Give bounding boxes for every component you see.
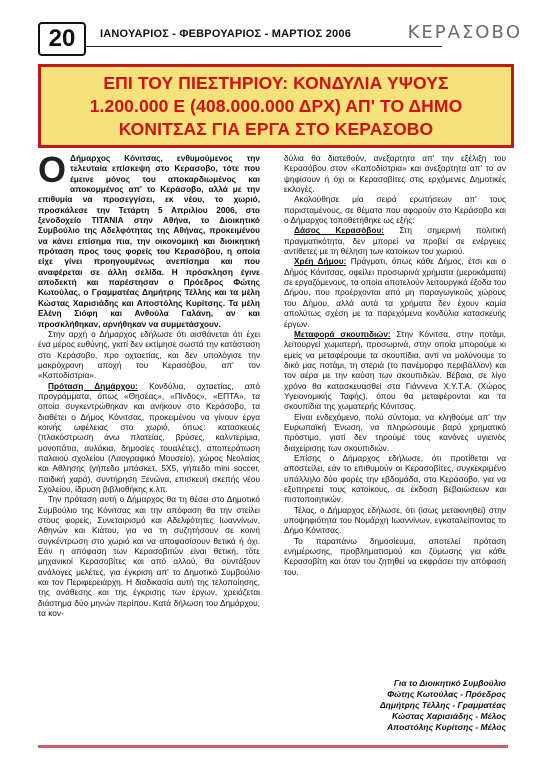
headline-line-1: ΕΠΙ ΤΟΥ ΠΙΕΣΤΗΡΙΟΥ: ΚΟΝΔΥΛΙΑ ΥΨΟΥΣ <box>103 72 449 93</box>
issue-date: ΙΑΝΟΥΑΡΙΟΣ - ΦΕΒΡΟΥΑΡΙΟΣ - ΜΑΡΤΙΟΣ 2006 <box>100 28 352 40</box>
headline-line-3: ΚΟΝΙΤΣΑΣ ΓΙΑ ΕΡΓΑ ΣΤΟ ΚΕΡΑΣΟΒΟ <box>118 118 434 139</box>
section-name: ΚΕΡΑΣΟΒΟ <box>407 22 522 43</box>
paragraph <box>284 225 506 256</box>
signature-line: Φώτης Κωτούλας - Πρόεδρος <box>387 689 506 699</box>
signature-line: Αποστόλης Κυρίτσης - Μέλος <box>386 722 506 732</box>
paragraph <box>38 381 260 495</box>
headline-box <box>38 64 514 148</box>
paragraph: Τέλος, ο Δήμαρχος εδήλωσε, ότι (ίσως μετακινηθεί) στην υποψηφιότητα του Νομάρχη Ιωαννίνων, εγκαταλείποντας το Δήμο Κόνιτσας. <box>284 504 506 536</box>
signature-line: Κώστας Χαρισιάδης - Μέλος <box>392 711 506 721</box>
paragraph <box>284 256 506 328</box>
article-column-left <box>38 149 260 619</box>
signature-line: Δημήτρης Τέλλης - Γραμματέας <box>379 700 506 710</box>
paragraph: Επίσης ο Δήμαρχος εδήλωσε, ότι προτίθεται να αποστείλει, εάν το επιθυμούν οι Κερασοβίτες, συγκεκριμένο υπάλληλο δύο φορές την εβδομάδα, στο Κεράσοβο, για να εξυπηρετεί τους κατοίκους, σε έκδοση βεβαιώσεων και πιστοποιητικών. <box>284 452 506 505</box>
run-in-heading: Δάσος Κερασόβου: <box>294 225 385 236</box>
run-in-heading: Μεταφορά σκουπιδιών: <box>294 328 391 339</box>
paragraph: Στην αρχή ο Δήμαρχος εδήλωσε ότι αισθάνεται ότι έχει ένα μέρος ευθύνης, γιατί δεν εκτίμησε σωστά την κατάσταση στο Κεράσοβο, προ οχταετίας, και δεν υπολόγισε την μακρόχρονη αποχή του Κερασόβου, απ' τον «Καποδίστρια». <box>38 328 260 381</box>
run-in-heading: Πρόταση Δημάρχου: <box>48 380 138 391</box>
bottom-rule <box>38 745 508 748</box>
paragraph: Είναι ενδεχόμενο, πολύ σύντομα, να κληθούμε απ' την Ευρωπαϊκή Ένωση, να πληρώσουμε βαρύ χρηματικό πρόστιμο, γιατί δεν τηρούμε τους κανόνες υγιεινός διαχείρισης των σκουπιδιών. <box>284 411 506 453</box>
signature-block <box>284 678 506 733</box>
paragraph <box>284 329 506 412</box>
header-rule <box>86 46 442 47</box>
paragraph: δύλια θα διατεθούν, ανεξαρτητα απ' την εξέλιξη του Κερασόβου στον «Καποδίστρια» και ανεξαρτητα απ' το αν ψηφίσουν ή όχι οι Κερασοβίτες στις ερχόμενες Δημοτικές εκλογές. <box>284 153 506 195</box>
paragraph-text: Στη σημερινή πολιτική πραγματικότητα, δεν μπορεί να προβεί σε ενέργειες αντίθετες με τη θέληση των κατοίκων του χωριού. <box>284 225 506 257</box>
page-header <box>38 22 522 56</box>
drop-cap: Ο <box>38 149 67 190</box>
paragraph: Το παραπάνω δημοσίευμα, αποτελεί πρόταση ενημέρωσης, προβληματισμού και ζύμωσης για κάθε Κερασοβίτη και όταν του ζητηθεί να εκφράσει την απόφασή του. <box>284 535 506 577</box>
paragraph-text: Στην Κόνιτσα, στην ποτάμι, λειτουργεί χωματερή, προσωρινά, στην οποία μπορούμε κι εμείς να μεταφέρουμε τα σκουπίδια, αντί να μολύνουμε το δικό μας ποτάμι, τη στεριά (το πανέμορφο περιβάλλον) και τον αέρα με την καύση των σκουπιδιών. Βέβαια, σε λίγο χρόνο θα κατασκευασθεί στα Γιάννενα Χ.Υ.Τ.Α. (Χώρος Υγειονομικής Ταφής), όπου θα μεταφέρονται και τα σκουπίδια της χωματερής Κόνιτσας. <box>284 328 506 412</box>
paragraph-text: Κονδύλια, οχταετίας, από προγράμματα, όπως «Θησέας», «Πίνδος», «ΕΠΤΑ», τα οποία συγκεντρώθηκαν και ανήκουν στο Κεράσοβο, τα διαθέτει ο Δήμος Κόνιτσας, προκειμένου να γίνουν έργα κοινής ωφέλειας στο χωριό, όπως: κατασκευές (πλακόστρωση άνω πλατείας, βρύσες, καλντερίμια, μονοπάτια, αυλάκια, δημοσίες τουαλέτες), αποπεράτωση παλαιού σχολείου (Λαογραφικό Μουσείο), χώρος Νεολαίας και Αθλησης (γήπεδο μπάσκετ, 5Χ5, γήπεδο mini soccer, παιδική χαρά), συντήρηση Ξενώνα, επισκευή σκεπής νέου Σχολείου, ίδρυση βιβλιοθήκης κ.λπ. <box>38 380 260 494</box>
signature-line: Για το Διοικητικό Συμβούλιο <box>393 678 506 688</box>
paragraph: Ακολούθησε μία σειρά ερωτήσεων απ' τους παρισταμένους, σε θέματα που αφορούν στο Κεράσοβο και ο Δήμαρχος τοποθετήθηκε ως εξής: <box>284 194 506 226</box>
paragraph-text: Πράγματι, όπως κάθε Δήμος, έτσι και ο Δήμος Κόνιτσας, οφείλει προσωρινά χρήματα (μεροκάματα) σε εργαζόμενους, τα οποία αποτελούν λειτουργικά έξοδα του Δήμου, που προέρχονται από μη παραγωγικούς χώρους του Δήμου, αλλά αυτά τα χρήματα δεν έχουν καμία απολύτως σχέση με τα παρεχόμενα κονδύλια κατασκευής έργων. <box>284 256 506 329</box>
paragraph: Την πρόταση αυτή ο Δήμαρχος θα τη θέσει στο Δημοτικό Συμβούλιο της Κόνιτσας και την απόφαση θα την στείλει στους φορείς, Συνεταιρισμό και Αδελφότητες Ιωαννίνων, Αθηνών και Κιάτου, για να τη συζητήσουν σε κοινή συγκέντρωση στο χωριό και να αποφασίσουν θετικά ή όχι. Εάν η απόφαση των Κερασοβιτών είναι θετική, τότε μηχανικοί Κερασοβίτες και από αλλού, θα συντάξουν ανάλογες μελέτες, για έγκριση απ' το Δημοτικό Συμβούλιο και τον Περιφερειάρχη. Η διαδικασία αυτή της τελοποίησης, της ανάθεσης και της έγκρισης των έργων, χρειάζεται διάστημα δύο μηνών περίπου. Κατά δήλωση του Δημάρχου, τα κον- <box>38 494 260 619</box>
lead-text: Δήμαρχος Κόνιτσας, ενθυμούμενος την τελευταία επίσκεψη στο Κερασοβο, τότε που έμεινε μόνος του αποκαρδιωμένος και αποκομμένος απ' το Κεράσοβο, αλλά με την επιθυμία να προσεγγίσει, εκ νέου, το χωριό, προσκάλεσε την Τετάρτη 5 Απριλίου 2006, στο ξενοδοχείο ΤΙΤΑΝΙΑ στην Αθήνα, το Διοικητικό Συμβούλιο της Αδελφότητας της Αθήνας, προκειμένου να κάνει επίσημα πια, την οικονομική και διοικητική πρόταση προς τους φορείς του Κερασόβου, η οποία είχε γίνει προηγουμένως ανεπίσημα και που αναφέρεται σε άλλη σελίδα. Η πρόσκληση έγινε αποδεκτή και παρέστησαν ο Πρόεδρος Φώτης Κωτούλας, ο Γραμματέας Δημήτρης Τέλλης και τα μέλη Κώστας Χαρισιάδης και Αποστόλης Κυρίτσης. Τα μέλη Ελένη Σιόφη και Ανθούλα Γαλάνη, αν και προσκλήθηκαν, αρνήθηκαν να συμμετάσχουν. <box>38 153 260 329</box>
run-in-heading: Χρέη Δήμου: <box>294 256 347 267</box>
lead-paragraph <box>38 149 260 329</box>
article-column-right <box>284 153 506 577</box>
headline-line-2: 1.200.000 Ε (408.000.000 ΔΡΧ) ΑΠ' ΤΟ ΔΗΜΟ <box>89 95 463 116</box>
page-number: 20 <box>38 22 86 56</box>
